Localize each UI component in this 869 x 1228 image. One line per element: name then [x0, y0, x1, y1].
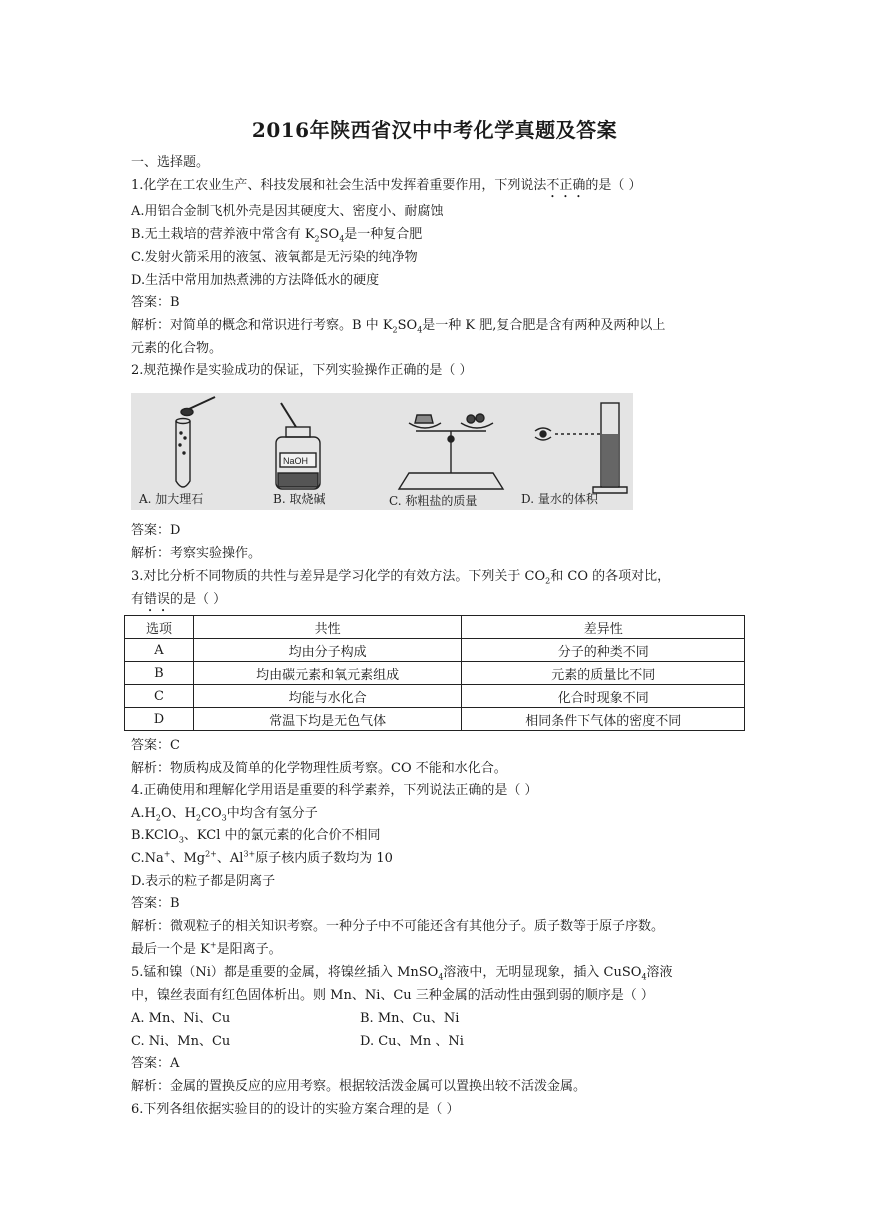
- q5-answer: 答案：A: [131, 1056, 180, 1071]
- q3-explanation: 解析：物质构成及简单的化学物理性质考察。CO 不能和水化合。: [131, 761, 507, 776]
- table-cell: 常温下均是无色气体: [193, 708, 462, 731]
- q1-option-b: B.无土栽培的营养液中常含有 $K_2SO_4$是一种复合肥: [131, 227, 423, 244]
- table-cell: C: [125, 685, 194, 708]
- q4-explanation: 解析：微观粒子的相关知识考察。一种分子中不可能还含有其他分子。质子数等于原子序数。: [131, 919, 665, 934]
- table-cell: 均能与水化合: [193, 685, 462, 708]
- table-cell: 均由碳元素和氧元素组成: [193, 662, 462, 685]
- test-tube-illustration: [176, 397, 215, 487]
- table-cell: D: [125, 708, 194, 731]
- q5-stem: 5.锰和镍（Ni）都是重要的金属，将镍丝插入 MnSO$_4$溶液中，无明显现象，插入 CuSO$_4$溶液: [131, 965, 673, 982]
- q4-answer: 答案：B: [131, 896, 180, 911]
- q4-stem: 4.正确使用和理解化学用语是重要的科学素养，下列说法正确的是（ ）: [131, 783, 538, 798]
- q5-option-a: A. Mn、Ni、Cu: [131, 1011, 231, 1026]
- page-title: 2016年陕西省汉中中考化学真题及答案: [251, 118, 618, 142]
- lab-operations-figure: [131, 393, 633, 510]
- table-cell: 分子的种类不同: [462, 639, 745, 662]
- q5-explanation: 解析：金属的置换反应的应用考察。根据较活泼金属可以置换出较不活泼金属。: [131, 1079, 587, 1094]
- table-header: 差异性: [462, 616, 745, 639]
- q2-stem: 2.规范操作是实验成功的保证，下列实验操作正确的是（ ）: [131, 363, 473, 378]
- q5-options-row2: [131, 1033, 464, 1051]
- q3-answer: 答案：C: [131, 738, 180, 753]
- q6-stem: 6.下列各组依据实验目的的设计的实验方案合理的是（ ）: [131, 1102, 460, 1117]
- q4-option-a: $A.H_2O$、$H_2CO_3$中均含有氢分子: [131, 806, 318, 823]
- table-cell: B: [125, 662, 194, 685]
- table-row: [125, 685, 745, 708]
- q5-options-row1: [131, 1010, 460, 1028]
- table-row: [125, 662, 745, 685]
- table-header-row: [125, 616, 745, 639]
- q1-option-d: D.生活中常用加热煮沸的方法降低水的硬度: [131, 273, 380, 288]
- table-header: 共性: [193, 616, 462, 639]
- q5-option-c: C. Ni、Mn、Cu: [131, 1034, 231, 1049]
- cylinder-illustration: [535, 403, 627, 493]
- q2-explanation: 解析：考察实验操作。: [131, 546, 262, 561]
- table-cell: A: [125, 639, 194, 662]
- table-cell: 化合时现象不同: [462, 685, 745, 708]
- table-cell: 均由分子构成: [193, 639, 462, 662]
- figure-label-a: A. 加大理石: [139, 492, 204, 506]
- table-cell: 元素的质量比不同: [462, 662, 745, 685]
- table-row: [125, 708, 745, 731]
- table-header: 选项: [125, 616, 194, 639]
- figure-label-d: D. 量水的体积: [521, 492, 598, 506]
- q1-emphasis: 不正确: [546, 178, 586, 193]
- q5-option-d: D. Cu、Mn 、Ni: [360, 1034, 464, 1049]
- q1-explanation-cont: 元素的化合物。: [131, 341, 223, 356]
- q1-stem: 1.化学在工农业生产、科技发展和社会生活中发挥着重要作用，下列说法不正确的是（ ）: [131, 178, 642, 193]
- table-row: [125, 639, 745, 662]
- q4-option-b: B.KClO$_3$、KCl 中的氯元素的化合价不相同: [131, 828, 381, 845]
- section-heading: 一、选择题。: [131, 155, 210, 170]
- q1-option-a: A.用铝合金制飞机外壳是因其硬度大、密度小、耐腐蚀: [131, 204, 444, 219]
- q1-answer: 答案：B: [131, 295, 180, 310]
- q1-option-c: C.发射火箭采用的液氢、液氧都是无污染的纯净物: [131, 250, 418, 265]
- bottle-label: NaOH: [283, 456, 309, 466]
- comparison-table: [124, 615, 745, 731]
- q3-stem-cont: 有错误的是（ ）: [131, 592, 227, 607]
- q1-explanation: 解析：对简单的概念和常识进行考察。B 中 $K_2SO_4$是一种 K 肥,复合肥是含有两种及两种以上: [131, 318, 666, 335]
- q4-explanation-cont: 最后一个是 K+是阳离子。: [131, 940, 282, 957]
- q4-option-d: D.表示的粒子都是阴离子: [131, 874, 276, 889]
- balance-illustration: [399, 414, 503, 489]
- q3-stem: 3.对比分析不同物质的共性与差异是学习化学的有效方法。下列关于 $CO_2$和 CO 的各项对比，: [131, 569, 671, 586]
- q5-option-b: B. Mn、Cu、Ni: [360, 1011, 460, 1026]
- bottle-illustration: [276, 403, 320, 489]
- q2-answer: 答案：D: [131, 523, 181, 538]
- q4-option-c: C.Na+、$Mg^{2+}$、$Al^{3+}$原子核内质子数均为 10: [131, 849, 393, 866]
- table-cell: 相同条件下气体的密度不同: [462, 708, 745, 731]
- figure-label-c: C. 称粗盐的质量: [389, 494, 478, 508]
- figure-label-b: B. 取烧碱: [273, 492, 326, 506]
- q3-emphasis: 错误: [144, 592, 171, 607]
- q5-stem-cont: 中，镍丝表面有红色固体析出。则 Mn、Ni、Cu 三种金属的活动性由强到弱的顺序是（ ）: [131, 988, 654, 1003]
